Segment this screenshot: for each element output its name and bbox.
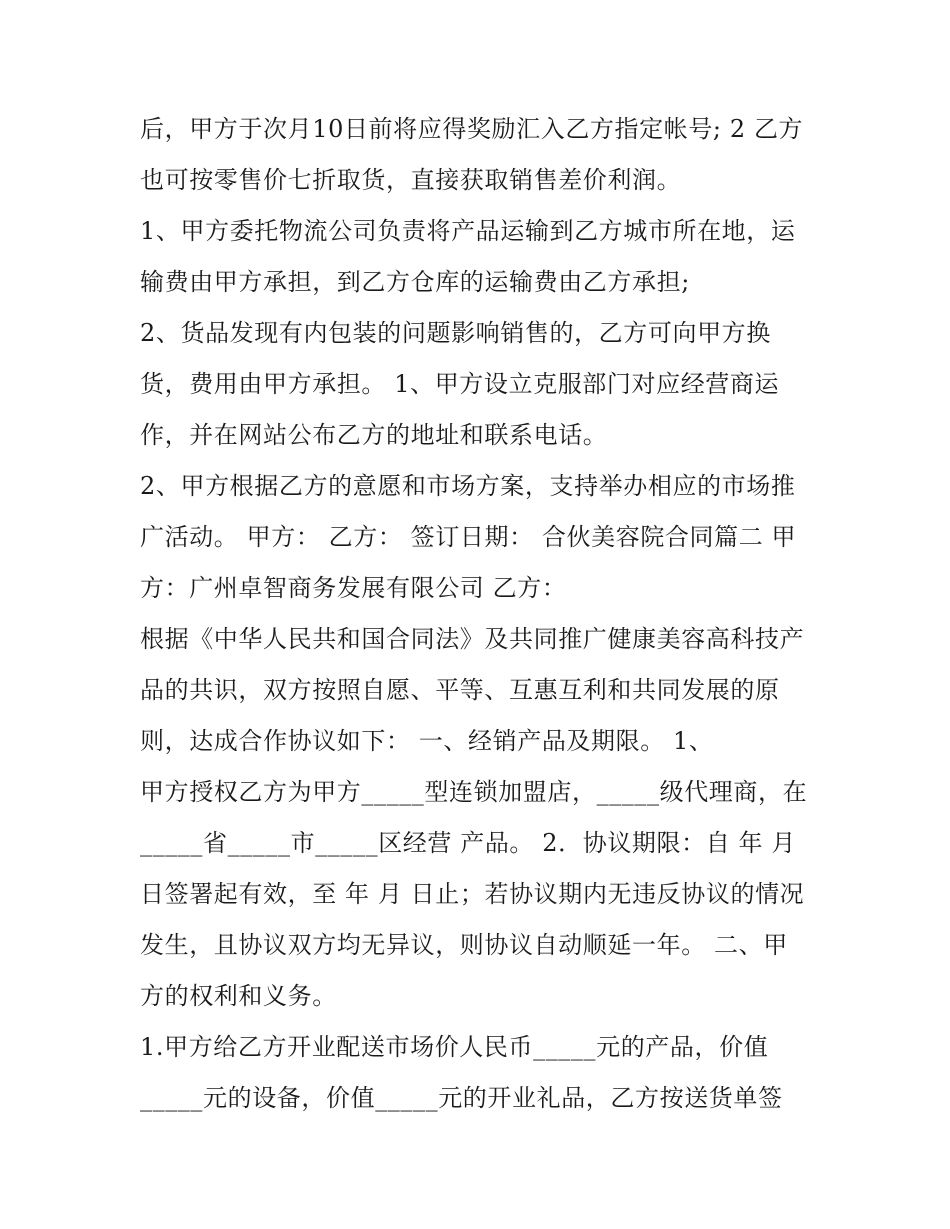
text-line-20: _____元的设备，价值_____元的开业礼品，乙方按送货单签 [140, 1084, 783, 1112]
text-line-19: 1.甲方给乙方开业配送市场价人民币_____元的产品，价值 [140, 1033, 769, 1061]
text-line-17: 发生，且协议双方均无异议，则协议自动顺延一年。 二、甲 [140, 931, 788, 959]
text-line-3: 1、甲方委托物流公司负责将产品运输到乙方城市所在地，运 [140, 217, 796, 245]
text-line-10: 方：广州卓智商务发展有限公司 乙方： [140, 574, 567, 602]
text-line-9: 广活动。 甲方： 乙方： 签订日期： 合伙美容院合同篇二 甲 [140, 523, 797, 551]
text-line-2: 也可按零售价七折取货，直接获取销售差价利润。 [140, 166, 682, 194]
text-line-16: 日签署起有效，至 年 月 日止；若协议期内无违反协议的情况 [140, 880, 805, 908]
text-line-6: 货，费用由甲方承担。 1、甲方设立克服部门对应经营商运 [140, 370, 780, 398]
text-line-7: 作，并在网站公布乙方的地址和联系电话。 [140, 421, 608, 449]
text-line-5: 2、货品发现有内包装的问题影响销售的，乙方可向甲方换 [140, 319, 771, 347]
text-line-14: 甲方授权乙方为甲方_____型连锁加盟店，_____级代理商，在 [140, 778, 808, 806]
text-line-1: 后，甲方于次月10日前将应得奖励汇入乙方指定帐号; 2 乙方 [140, 115, 804, 143]
text-line-8: 2、甲方根据乙方的意愿和市场方案，支持举办相应的市场推 [140, 472, 796, 500]
text-line-12: 品的共识，双方按照自愿、平等、互惠互利和共同发展的原 [140, 676, 780, 704]
text-line-18: 方的权利和义务。 [140, 982, 337, 1010]
text-line-15: _____省_____市_____区经营 产品。 2．协议期限：自 年 月 [140, 829, 796, 857]
text-line-13: 则，达成合作协议如下： 一、经销产品及期限。 1、 [140, 727, 714, 755]
text-line-4: 输费由甲方承担，到乙方仓库的运输费由乙方承担; [140, 268, 690, 296]
text-line-11: 根据《中华人民共和国合同法》及共同推广健康美容高科技产 [140, 625, 805, 653]
document-body [140, 104, 830, 1124]
